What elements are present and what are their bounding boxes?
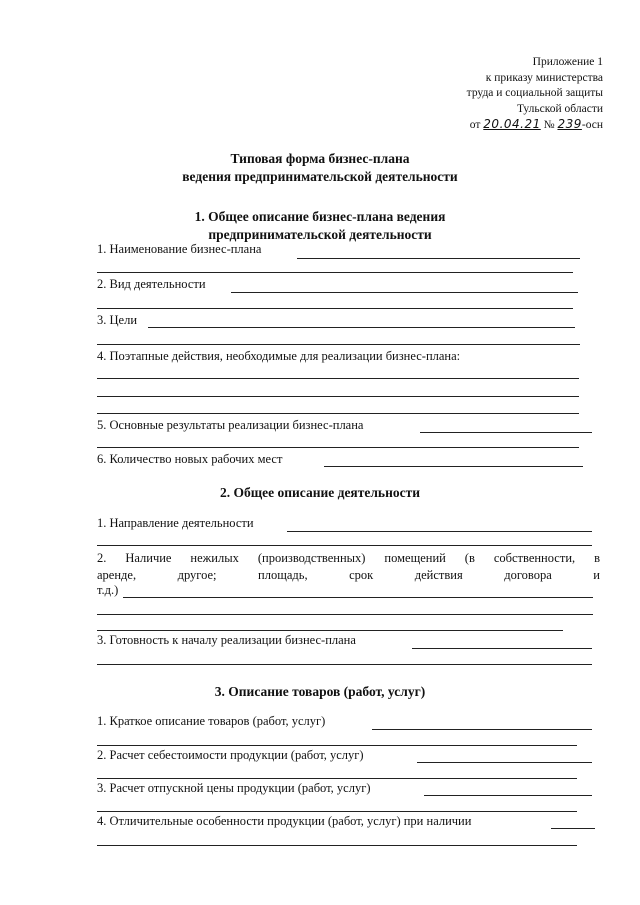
from-label: от [469, 119, 481, 131]
s2-field-1-label: 1. Направление деятельности [97, 516, 254, 530]
s1-field-2-line-2[interactable] [97, 308, 573, 309]
appendix-line-3: труда и социальной защиты [466, 87, 603, 99]
s2-field-3-line-2[interactable] [97, 664, 592, 665]
s2-field-1-line-2[interactable] [97, 545, 592, 546]
s1-field-2-label: 2. Вид деятельности [97, 277, 206, 291]
s2-field-2-label-line-3: т.д.) [97, 583, 119, 597]
s2-field-3-line[interactable] [412, 648, 592, 649]
appendix-line-1: Приложение 1 [532, 56, 603, 68]
appendix-block [467, 55, 603, 134]
section2-heading: 2. Общее описание деятельности [219, 485, 421, 500]
s3-field-2-label: 2. Расчет себестоимости продукции (работ, услуг) [97, 748, 364, 762]
section1-heading-line-2: предпринимательской деятельности [208, 227, 432, 242]
s1-field-6-label: 6. Количество новых рабочих мест [97, 452, 283, 466]
s3-field-3-line-2[interactable] [97, 811, 577, 812]
section1-heading-line-1: 1. Общее описание бизнес-плана ведения [194, 209, 446, 224]
s3-field-2-line[interactable] [417, 762, 592, 763]
s1-field-5-label: 5. Основные результаты реализации бизнес-плана [97, 418, 364, 432]
s1-field-3-line-2[interactable] [97, 344, 580, 345]
s1-field-5-line[interactable] [420, 432, 592, 433]
order-suffix: -осн [581, 119, 603, 131]
s1-field-3-label: 3. Цели [97, 313, 138, 327]
s1-field-1-line[interactable] [297, 258, 580, 259]
s1-field-4-label: 4. Поэтапные действия, необходимые для реализации бизнес-плана: [97, 349, 461, 363]
appendix-line-4: Тульской области [516, 102, 603, 115]
s1-field-3-line[interactable] [148, 327, 575, 328]
handwritten-date: 20.04.21 [483, 117, 541, 131]
appendix-line-2: к приказу министерства [485, 71, 603, 84]
order-date-number [467, 117, 603, 134]
s1-field-4-line-2[interactable] [97, 396, 579, 397]
s2-field-2-line-3[interactable] [97, 630, 563, 631]
page-title-line-2: ведения предпринимательской деятельности [182, 169, 458, 184]
s1-field-1-line-2[interactable] [97, 272, 573, 273]
s2-field-2-line-2[interactable] [97, 614, 593, 615]
s3-field-1-line[interactable] [372, 729, 592, 730]
s1-field-4-line-3[interactable] [97, 413, 579, 414]
number-label: № [543, 119, 555, 131]
page-title-line-1: Типовая форма бизнес-плана [230, 151, 410, 166]
handwritten-number: 239 [557, 117, 582, 131]
s2-field-2-line-1[interactable] [123, 597, 593, 598]
s2-field-2-label-line-1: 2. Наличие нежилых (производственных) помещений (в собственности, в [97, 551, 600, 565]
s3-field-3-label: 3. Расчет отпускной цены продукции (работ, услуг) [97, 781, 371, 795]
s3-field-1-line-2[interactable] [97, 745, 577, 746]
s2-field-1-line[interactable] [287, 531, 592, 532]
s2-field-2-label-line-2: аренде, другое; площадь, срок действия договора и [97, 568, 600, 582]
s1-field-2-line[interactable] [231, 292, 578, 293]
s1-field-6-line[interactable] [324, 466, 583, 467]
s1-field-1-label: 1. Наименование бизнес-плана [97, 242, 262, 256]
s1-field-5-line-2[interactable] [97, 447, 579, 448]
s3-field-2-line-2[interactable] [97, 778, 577, 779]
s3-field-4-label: 4. Отличительные особенности продукции (работ, услуг) при наличии [97, 814, 472, 828]
s2-field-3-label: 3. Готовность к началу реализации бизнес-плана [97, 633, 356, 647]
s1-field-4-line-1[interactable] [97, 378, 579, 379]
s3-field-4-line[interactable] [551, 828, 595, 829]
s3-field-3-line[interactable] [424, 795, 592, 796]
s3-field-1-label: 1. Краткое описание товаров (работ, услуг) [97, 714, 326, 728]
s3-field-4-line-2[interactable] [97, 845, 577, 846]
section3-heading: 3. Описание товаров (работ, услуг) [214, 684, 426, 699]
